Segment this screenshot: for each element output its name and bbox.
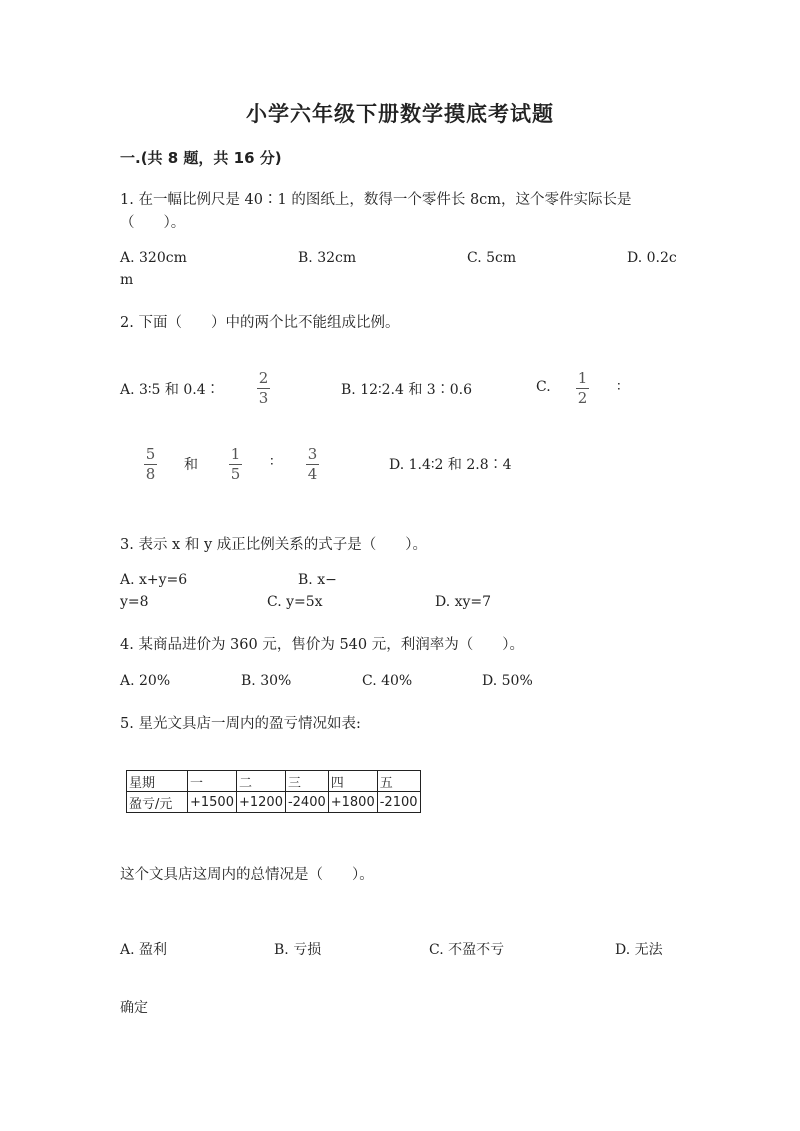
table-row bbox=[127, 792, 421, 813]
q5-option-b: B. 亏损 bbox=[274, 942, 322, 958]
page-title: 小学六年级下册数学摸底考试题 bbox=[246, 101, 554, 126]
fraction-denominator: 5 bbox=[230, 465, 241, 483]
q2-colon-1: ∶ bbox=[617, 379, 621, 395]
q2-stem: 2. 下面（ ）中的两个比不能组成比例。 bbox=[120, 315, 400, 331]
table-cell: 五 bbox=[377, 771, 420, 792]
q4-option-a: A. 20% bbox=[120, 673, 171, 689]
table-cell: +1200 bbox=[236, 792, 285, 813]
q5-question: 这个文具店这周内的总情况是（ ）。 bbox=[120, 867, 374, 883]
q1-option-c: C. 5cm bbox=[467, 250, 517, 266]
section-heading: 一.(共 8 题，共 16 分) bbox=[120, 149, 282, 167]
q3-option-a: A. x+y=6 bbox=[120, 572, 188, 588]
table-row bbox=[127, 771, 421, 792]
q1-stem-line1: 1. 在一幅比例尺是 40∶1 的图纸上，数得一个零件长 8cm，这个零件实际长是 bbox=[120, 192, 632, 208]
table-cell: -2100 bbox=[377, 792, 420, 813]
q2-option-c: C. bbox=[536, 379, 551, 395]
q3-option-b-wrap: y=8 bbox=[120, 594, 149, 610]
q3-option-b: B. x− bbox=[298, 572, 337, 588]
q2-option-a: A. 3∶5 和 0.4∶ bbox=[120, 382, 220, 398]
q5-option-a: A. 盈利 bbox=[120, 942, 168, 958]
q1-option-a: A. 320cm bbox=[120, 250, 187, 266]
table-cell: -2400 bbox=[285, 792, 328, 813]
q4-option-b: B. 30% bbox=[241, 673, 292, 689]
q5-option-d: D. 无法 bbox=[615, 942, 663, 958]
q1-option-d-wrap: m bbox=[120, 272, 134, 288]
fraction-denominator: 2 bbox=[577, 389, 588, 407]
q3-option-d: D. xy=7 bbox=[435, 594, 492, 610]
fraction-numerator: 1 bbox=[230, 445, 241, 463]
fraction-numerator: 2 bbox=[258, 369, 269, 387]
table-cell: 二 bbox=[236, 771, 285, 792]
q1-stem-line2: （ ）。 bbox=[120, 215, 186, 231]
fraction-numerator: 5 bbox=[145, 445, 156, 463]
q2-option-b: B. 12∶2.4 和 3∶0.6 bbox=[341, 382, 472, 398]
table-cell: 四 bbox=[328, 771, 377, 792]
q2-option-c-fraction-2 bbox=[144, 446, 157, 483]
table-cell: 一 bbox=[188, 771, 237, 792]
q5-option-c: C. 不盈不亏 bbox=[429, 942, 505, 958]
q5-option-d-wrap: 确定 bbox=[120, 1000, 148, 1016]
table-cell: 盈亏/元 bbox=[127, 792, 188, 813]
profit-loss-table bbox=[126, 770, 421, 813]
q2-option-a-fraction bbox=[257, 370, 270, 407]
fraction-numerator: 1 bbox=[577, 369, 588, 387]
fraction-denominator: 4 bbox=[307, 465, 318, 483]
table-cell: 三 bbox=[285, 771, 328, 792]
q2-option-c-fraction-4 bbox=[306, 446, 319, 483]
q5-stem: 5. 星光文具店一周内的盈亏情况如表: bbox=[120, 716, 361, 732]
q1-option-d: D. 0.2c bbox=[627, 250, 677, 266]
q3-stem: 3. 表示 x 和 y 成正比例关系的式子是（ ）。 bbox=[120, 537, 427, 553]
q2-colon-2: ∶ bbox=[270, 454, 274, 470]
fraction-denominator: 3 bbox=[258, 389, 269, 407]
q3-option-c: C. y=5x bbox=[267, 594, 323, 610]
q2-option-d: D. 1.4∶2 和 2.8∶4 bbox=[389, 457, 512, 473]
q4-option-c: C. 40% bbox=[362, 673, 413, 689]
q1-option-b: B. 32cm bbox=[298, 250, 357, 266]
q2-option-c-fraction-3 bbox=[229, 446, 242, 483]
table-cell: +1800 bbox=[328, 792, 377, 813]
fraction-denominator: 8 bbox=[145, 465, 156, 483]
table-cell: +1500 bbox=[188, 792, 237, 813]
q2-and: 和 bbox=[184, 457, 198, 473]
q4-stem: 4. 某商品进价为 360 元，售价为 540 元，利润率为（ ）。 bbox=[120, 637, 524, 653]
fraction-numerator: 3 bbox=[307, 445, 318, 463]
q2-option-c-fraction-1 bbox=[576, 370, 589, 407]
table-cell: 星期 bbox=[127, 771, 188, 792]
q4-option-d: D. 50% bbox=[482, 673, 533, 689]
